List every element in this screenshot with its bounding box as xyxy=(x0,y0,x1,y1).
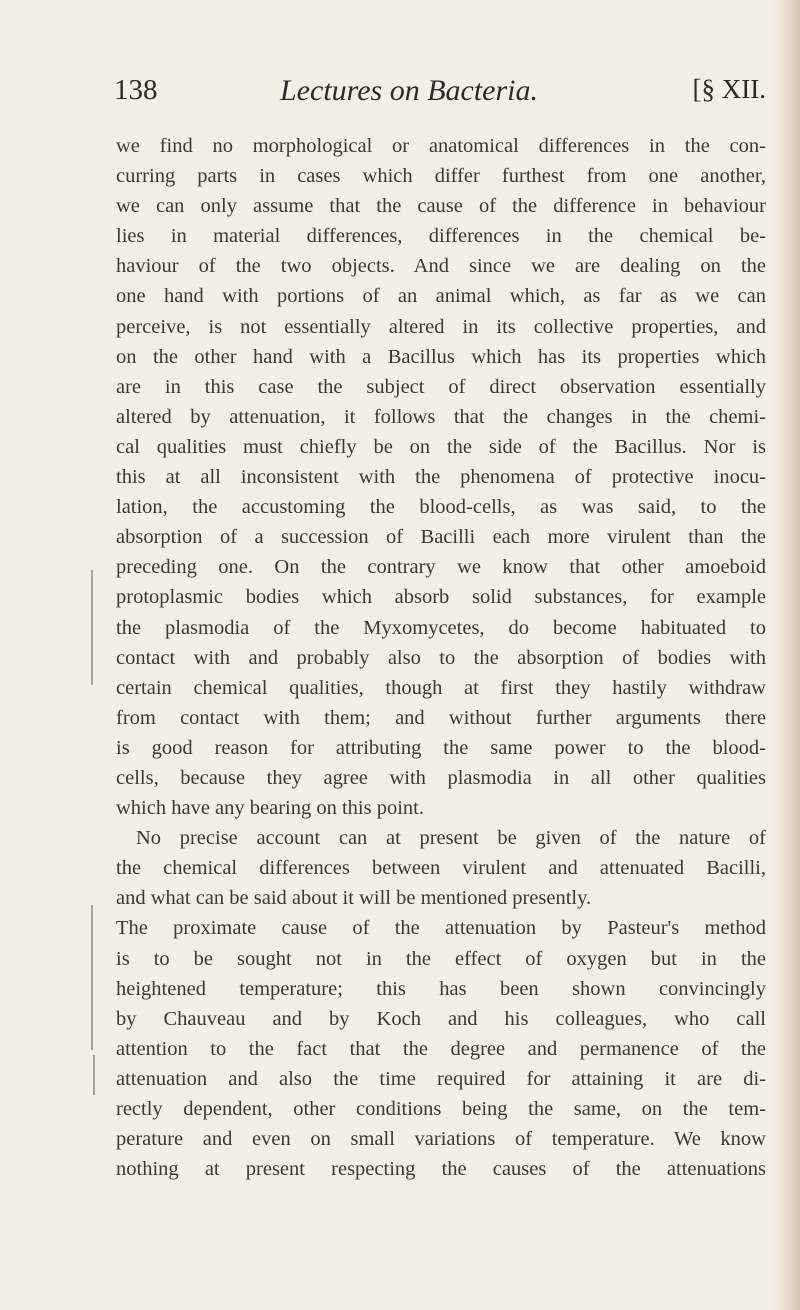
text-line: and what can be said about it will be mentioned presently. xyxy=(116,887,592,910)
text-line: haviour of the two objects. And since we are dealing on the xyxy=(116,255,766,278)
text-line: one hand with portions of an animal which, as far as we can xyxy=(116,285,766,308)
text-line: are in this case the subject of direct observation essentially xyxy=(116,375,766,398)
text-line: this at all inconsistent with the phenomena of protective inocu- xyxy=(116,466,766,489)
text-line: by Chauveau and by Koch and his colleagues, who call xyxy=(116,1007,766,1030)
text-line: is to be sought not in the effect of oxygen but in the xyxy=(116,947,766,970)
text-line: contact with and probably also to the absorption of bodies with xyxy=(116,646,766,669)
text-line: No precise account can at present be given of the nature of xyxy=(136,827,766,850)
text-line: The proximate cause of the attenuation by Pasteur's method xyxy=(116,917,766,940)
text-line: we find no morphological or anatomical differences in the con- xyxy=(116,135,766,157)
text-line: the plasmodia of the Myxomycetes, do become habituated to xyxy=(116,616,766,639)
margin-mark xyxy=(91,905,93,1050)
text-line: on the other hand with a Bacillus which has its properties which xyxy=(116,345,766,368)
text-line: the chemical differences between virulent and attenuated Bacilli, xyxy=(116,857,766,880)
text-line: nothing at present respecting the causes of the attenuations xyxy=(116,1158,766,1181)
text-line: attention to the fact that the degree and permanence of the xyxy=(116,1037,766,1060)
margin-mark xyxy=(93,1055,95,1095)
text-line: cells, because they agree with plasmodia in all other qualities xyxy=(116,766,766,789)
text-line: we can only assume that the cause of the difference in behaviour xyxy=(116,195,766,218)
running-header xyxy=(110,74,766,120)
text-line: curring parts in cases which differ furthest from one another, xyxy=(116,165,766,188)
text-line: from contact with them; and without further arguments there xyxy=(116,706,766,729)
running-title: Lectures on Bacteria. xyxy=(280,74,539,107)
text-line: absorption of a succession of Bacilli each more virulent than the xyxy=(116,526,766,549)
text-line: cal qualities must chiefly be on the side of the Bacillus. Nor is xyxy=(116,435,766,458)
body-text xyxy=(116,131,766,1184)
text-line: protoplasmic bodies which absorb solid substances, for example xyxy=(116,586,766,609)
text-line: perature and even on small variations of temperature. We know xyxy=(116,1128,766,1151)
text-line: lation, the accustoming the blood-cells, as was said, to the xyxy=(116,496,766,519)
text-line: preceding one. On the contrary we know that other amoeboid xyxy=(116,556,766,579)
text-line: heightened temperature; this has been shown convincingly xyxy=(116,977,766,1000)
text-line: altered by attenuation, it follows that the changes in the chemi- xyxy=(116,405,766,428)
section-marker: [§ XII. xyxy=(692,74,766,104)
text-line: rectly dependent, other conditions being the same, on the tem- xyxy=(116,1098,766,1120)
text-line: attenuation and also the time required for attaining it are di- xyxy=(116,1067,766,1090)
text-line: lies in material differences, differences in the chemical be- xyxy=(116,225,766,248)
text-line: certain chemical qualities, though at first they hastily withdraw xyxy=(116,676,766,699)
page-edge-shadow xyxy=(774,0,800,1310)
text-line: is good reason for attributing the same power to the blood- xyxy=(116,736,766,759)
text-line: which have any bearing on this point. xyxy=(116,797,425,820)
margin-mark xyxy=(91,570,93,685)
text-line: perceive, is not essentially altered in its collective properties, and xyxy=(116,315,766,338)
page-number: 138 xyxy=(114,74,158,106)
